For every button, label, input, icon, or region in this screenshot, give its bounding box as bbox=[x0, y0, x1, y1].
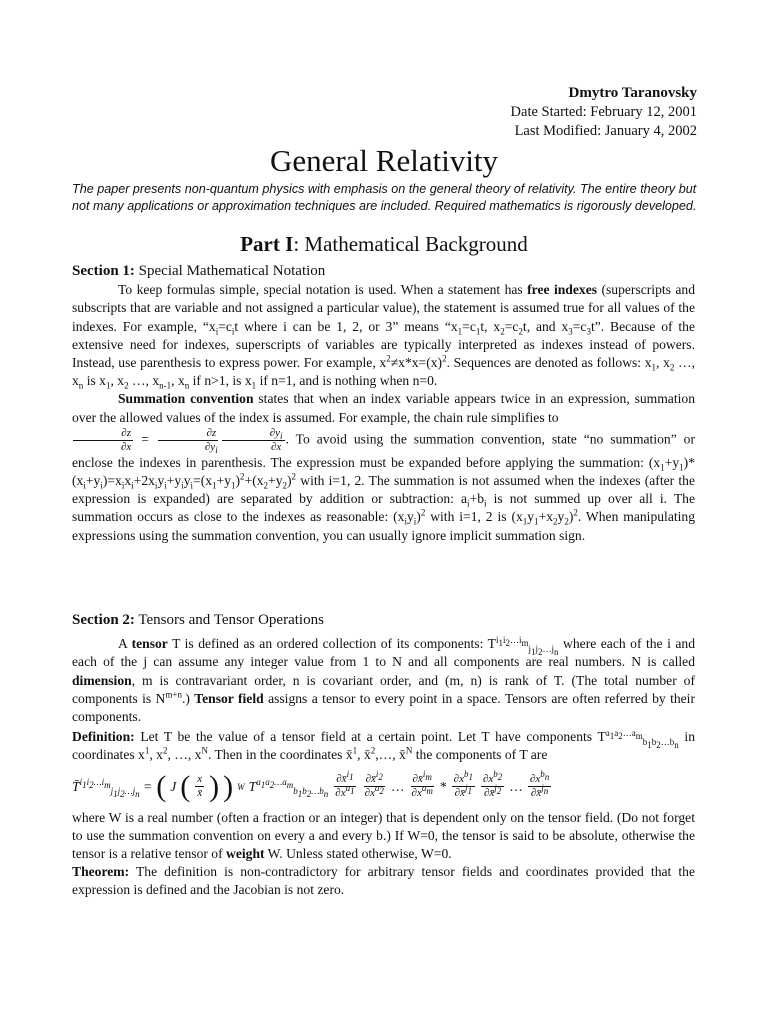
abstract: The paper presents non-quantum physics with emphasis on the general theory of relativity. The entire theory but not many applications or approximation techniques are included. Required mathematics is rigorously developed. bbox=[72, 182, 697, 213]
definition-continuation: where W is a real number (often a fraction or an integer) that is dependent only on the tensor field. (Do not forget to use the summation convention on every a and every b.) If W=0, the tensor is said to be absolute, otherwise the tensor is a relative tensor of weight W. Unless stated otherwise, W=0. bbox=[72, 809, 695, 862]
header bbox=[511, 84, 697, 141]
part-heading bbox=[0, 232, 768, 257]
tensor-transformation-formula: T̄$^{i_1i_2\dots i_m}_{j_1j_2\dots j_n}$ = ( J ( $\frac{x}{x̄}$ ) ) W $T^{a_1a_2\dots a_m}_{b_1b_2\dots b_n}$ $\frac{\partial x̄^{i_1}}{\partial x^{a_1}}$ $\frac{\partial x̄^{i_2}}{\partial x^{a_2}}$ … $\frac{\partial x̄^{i_m}}{\partial x^{a_m}}$ * $\frac{\partial x^{b_1}}{\partial x̄^{j_1}}$ $\frac{\partial x^{b_2}}{\partial x̄^{j_2}}$ … $\frac{\partial x^{b_n}}{\partial x̄^{j_n}}$ bbox=[72, 769, 550, 803]
section-2-paragraph-1: A tensor T is defined as an ordered collection of its components: $T^{i_1i_2\dots i_m}_{j_1j_2\dots j_n}$ where each of the i and each of the j can assume any integer value from 1 to N and all components are real numbers. N is called dimension, m is contravariant order, n is covariant order, and (m, n) is rank of T. (The total number of components is $N^{m+n}$.) Tensor field assigns a tensor to every point in a space. Tensors are often referred by their components. bbox=[72, 634, 695, 725]
section-1-heading: Section 1: Special Mathematical Notation bbox=[72, 263, 326, 279]
section-2 bbox=[72, 611, 695, 900]
part-title: : Mathematical Background bbox=[293, 232, 528, 256]
section-1-paragraph-1: To keep formulas simple, special notation is used. When a statement has free indexes (superscripts and subscripts that are variable and not assigned a particular value), the statement is assumed true for all values of the indexes. For example, “$x_i=c_it$ where i can be 1, 2, or 3” means “$x_1=c_1t$, $x_2=c_2t$, and $x_3=c_3t$”. Because of the extensive need for indexes, superscripts of variables are typically interpreted as indexes instead of powers. Instead, use parenthesis to express power. For example, $x^2\ne x*x=(x)^2$. Sequences are denoted as follows: $x_1$, $x_2$ …, $x_n$ is $x_1$, $x_2$ …, $x_{n-1}$, $x_n$ if n>1, is $x_1$ if n=1, and is nothing when n=0. bbox=[72, 282, 696, 391]
definition-paragraph: Definition: Let T be the value of a tensor field at a certain point. Let T have components $T^{a_1a_2\dots a_m}_{b_1b_2\dots b_n}$ in coordinates $x^1$, $x^2$, …, $x^N$. Then in the coordinates x̄$^1$, x̄$^2$,…, x̄$^N$ the components of T are bbox=[72, 727, 695, 763]
section-1 bbox=[72, 262, 695, 545]
document-title: General Relativity bbox=[269, 143, 499, 178]
theorem-paragraph: Theorem: The definition is non-contradictory for arbitrary tensor fields and coordinates provided that the expression is defined and the Jacobian is not zero. bbox=[72, 864, 695, 898]
last-modified: Last Modified: January 4, 2002 bbox=[514, 123, 697, 139]
chain-rule-lhs: $\frac{\partial z}{\partial x}$ bbox=[73, 427, 133, 454]
author-name: Dmytro Taranovsky bbox=[568, 85, 697, 101]
section-2-heading: Section 2: Tensors and Tensor Operations bbox=[72, 612, 324, 628]
date-started: Date Started: February 12, 2001 bbox=[510, 104, 697, 120]
section-1-paragraph-2: Summation convention states that when an index variable appears twice in an expression, summation over the allowed values of the index is assumed. For example, the chain rule simplifies to $\frac{\partial z}{\partial x}$ = $\frac{\partial z}{\partial y_i}$ $\frac{\partial y_i}{\partial x}$ . To avoid using the summation convention, state “no summation” or enclose the indexes in parenthesis. The expression must be expanded before applying the summation: $(x_1+y_1)*(x_i+y_i)=x_ix_i+2x_iy_i+y_iy_i=(x_1+y_1)^2+(x_2+y_2)^2$ with i=1, 2. The summation is not assumed when the indexes (after the expression is expanded) are separated by addition or subtraction: $a_i+b_i$ is not summed up over all i. The summation occurs as close to the indexes as reasonable: $(x_iy_i)^2$ with i=1, 2 is $(x_1y_1+x_2y_2)^2$. When manipulating expressions using the summation convention, you can usually ignore implicit summation sign. bbox=[72, 391, 696, 543]
part-label: Part I bbox=[240, 232, 294, 256]
